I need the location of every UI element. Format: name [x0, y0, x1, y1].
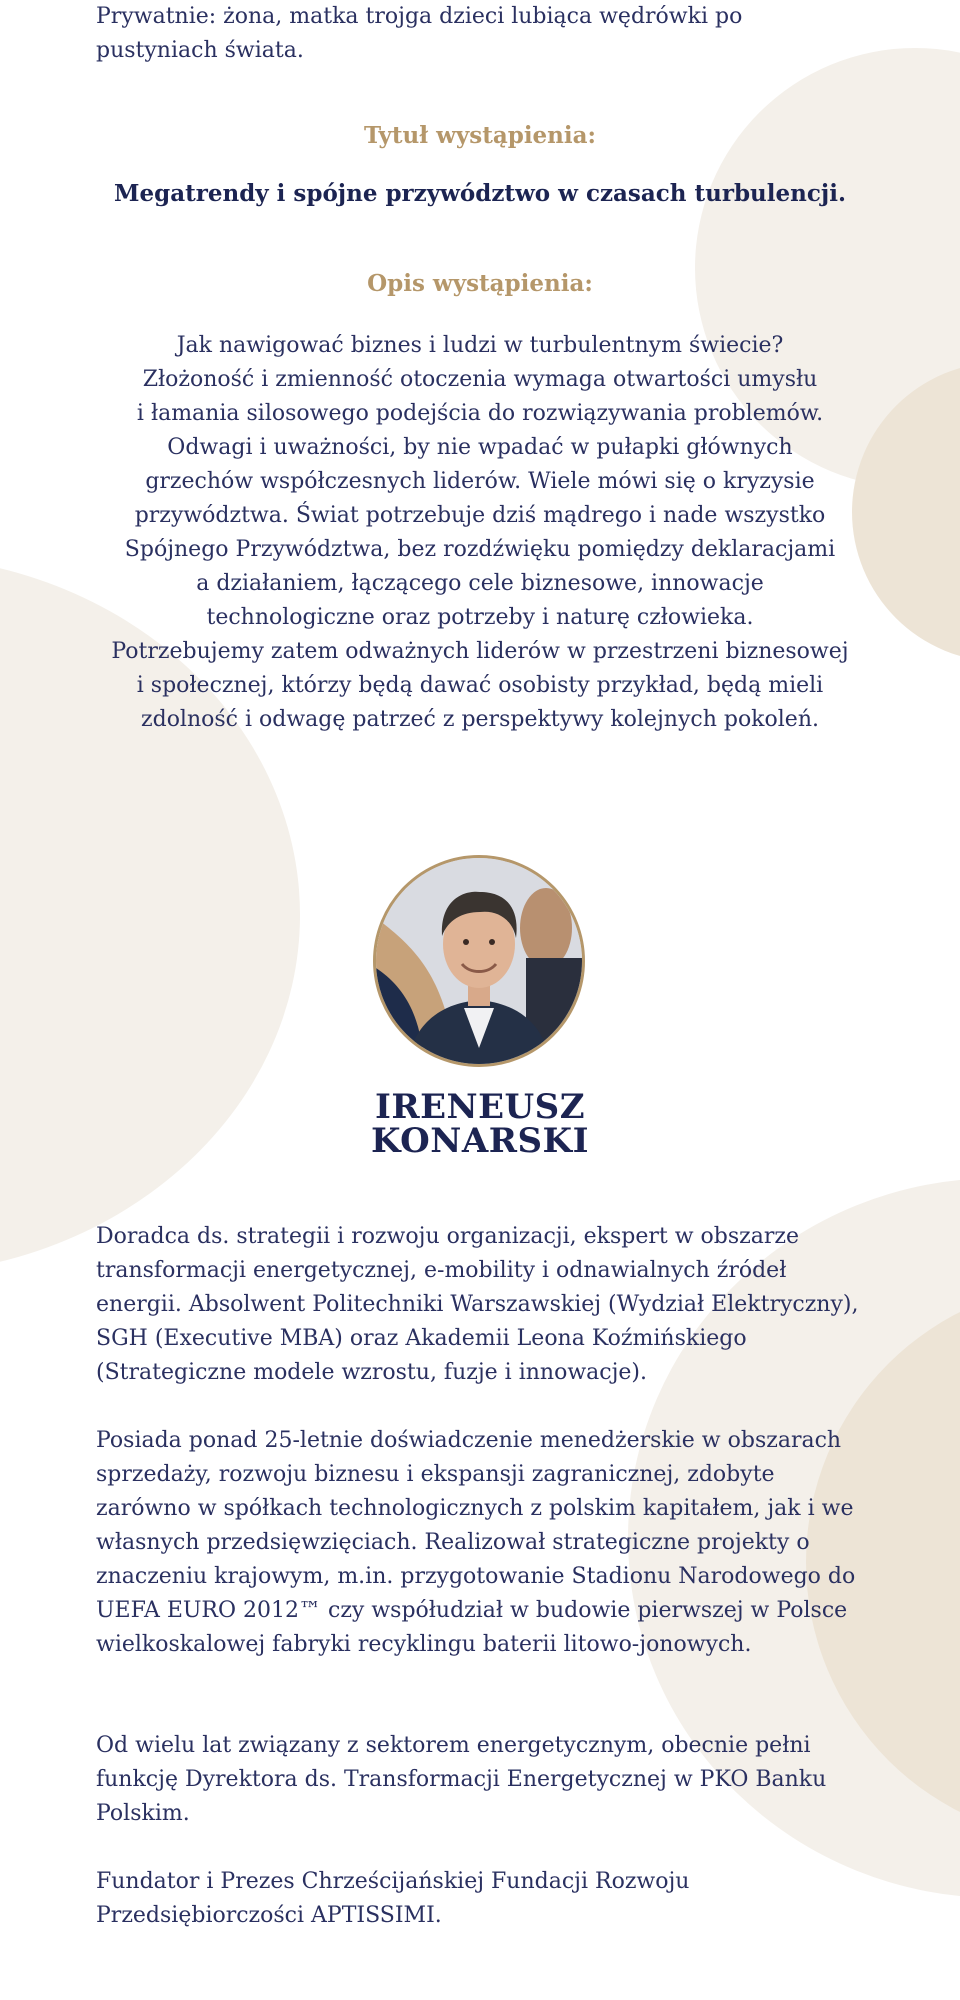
speaker-last-name: KONARSKI [371, 1121, 589, 1161]
talk-description-line: i łamania silosowego podejścia do rozwiązywania problemów. [136, 401, 824, 426]
speaker-bio-paragraph: Doradca ds. strategii i rozwoju organizacji, ekspert w obszarze transformacji energetycznej, e-mobility i odnawialnych źródeł energii. Absolwent Politechniki Warszawskiej (Wydział Elektryczny), SGH (Executive MBA) oraz Akademii Leona Koźmińskiego (Strategiczne modele wzrostu, fuzje i innowacje). [96, 1224, 859, 1385]
speaker-bio-paragraph: Od wielu lat związany z sektorem energetycznym, obecnie pełni funkcję Dyrektora ds. Transformacji Energetycznej w PKO Banku Polskim. [96, 1733, 827, 1826]
talk-description [80, 329, 880, 737]
speaker-avatar [373, 855, 585, 1067]
talk-description-line: przywództwa. Świat potrzebuje dziś mądrego i nade wszystko [134, 503, 826, 528]
talk-description-line: i społecznej, którzy będą dawać osobisty przykład, będą mieli [136, 673, 824, 698]
talk-description-heading: Opis wystąpienia: [367, 270, 593, 297]
private-info-text: Prywatnie: żona, matka trojga dzieci lubiąca wędrówki po pustyniach świata. [96, 4, 743, 63]
speaker-bio-paragraph: Fundator i Prezes Chrześcijańskiej Fundacji Rozwoju Przedsiębiorczości APTISSIMI. [96, 1869, 690, 1928]
talk-description-line: a działaniem, łączącego cele biznesowe, innowacje [196, 571, 764, 596]
talk-title-heading: Tytuł wystąpienia: [363, 122, 597, 149]
talk-description-line: Jak nawigować biznes i ludzi w turbulentnym świecie? [176, 333, 784, 358]
talk-title: Megatrendy i spójne przywództwo w czasach turbulencji. [114, 180, 846, 207]
talk-description-line: Spójnego Przywództwa, bez rozdźwięku pomiędzy deklaracjami [124, 537, 836, 562]
talk-description-line: technologiczne oraz potrzeby i naturę człowieka. [206, 605, 754, 630]
speaker-name [280, 1087, 680, 1161]
talk-description-line: grzechów współczesnych liderów. Wiele mówi się o kryzysie [145, 469, 815, 494]
talk-description-line: zdolność i odwagę patrzeć z perspektywy kolejnych pokoleń. [141, 707, 819, 732]
speaker-photo-icon [376, 858, 582, 1064]
speaker-bio-paragraph: Posiada ponad 25-letnie doświadczenie menedżerskie w obszarach sprzedaży, rozwoju biznesu i ekspansji zagranicznej, zdobyte zarówno w spółkach technologicznych z polskim kapitałem, jak i we własnych przedsięwzięciach. Realizował strategiczne projekty o znaczeniu krajowym, m.in. przygotowanie Stadionu Narodowego do UEFA EURO 2012™ czy współudział w budowie pierwszej w Polsce wielkoskalowej fabryki recyklingu baterii litowo-jonowych. [96, 1428, 856, 1657]
talk-description-line: Złożoność i zmienność otoczenia wymaga otwartości umysłu [142, 367, 818, 392]
talk-description-line: Potrzebujemy zatem odważnych liderów w przestrzeni biznesowej [111, 639, 849, 664]
talk-description-line: Odwagi i uważności, by nie wpadać w pułapki głównych [167, 435, 793, 460]
speaker-first-name: IRENEUSZ [374, 1087, 586, 1127]
